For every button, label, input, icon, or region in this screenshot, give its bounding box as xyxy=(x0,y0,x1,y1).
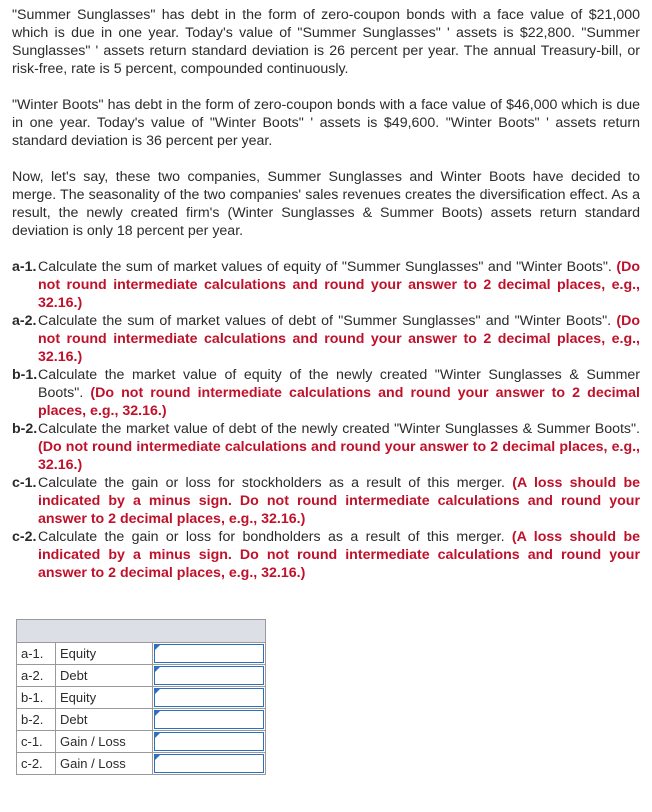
question-instruction: (A loss should be indicated by a minus sign. Do not round intermediate calculations and round your answer to 2 decimal places, e.g., 32.16.) xyxy=(38,529,640,581)
question-a2 xyxy=(12,312,640,366)
question-instruction: (Do not round intermediate calculations and round your answer to 2 decimal places, e.g., 32.16.) xyxy=(38,439,640,473)
table-row xyxy=(17,665,266,687)
header-cell xyxy=(17,620,266,643)
question-c2 xyxy=(12,528,640,582)
paragraph-winter-boots: "Winter Boots" has debt in the form of zero-coupon bonds with a face value of $46,000 which is due in one year. Today's value of "Winter Boots" ' assets is $49,600. "Winter Boots" ' assets return standard deviation is 36 percent per year. xyxy=(12,97,640,149)
row-label: a-1. xyxy=(17,643,56,665)
table-row xyxy=(17,753,266,775)
answer-table-container xyxy=(16,619,640,775)
question-text: Calculate the sum of market values of equity of "Summer Sunglasses" and "Winter Boots". xyxy=(38,259,617,275)
row-name: Gain / Loss xyxy=(56,753,153,775)
question-label: c-1. xyxy=(12,475,37,491)
answer-input-c1[interactable] xyxy=(154,732,264,751)
paragraph-summer-sunglasses: "Summer Sunglasses" has debt in the form of zero-coupon bonds with a face value of $21,000 which is due in one year. Today's value of "Summer Sunglasses" ' assets is $22,800. "Summer Sunglasses" ' assets return standard deviation is 26 percent per year. The annual Treasury-bill, or risk-free, rate is 5 percent, compounded continuously. xyxy=(12,7,640,77)
question-list xyxy=(12,258,640,582)
row-name: Debt xyxy=(56,709,153,731)
row-name: Equity xyxy=(56,643,153,665)
row-name: Gain / Loss xyxy=(56,731,153,753)
answer-input-b1[interactable] xyxy=(154,688,264,707)
question-label: b-2. xyxy=(12,421,38,437)
question-text: Calculate the gain or loss for bondholders as a result of this merger. xyxy=(38,529,512,545)
table-row xyxy=(17,643,266,665)
question-a1 xyxy=(12,258,640,312)
question-instruction: (A loss should be indicated by a minus sign. Do not round intermediate calculations and round your answer to 2 decimal places, e.g., 32.16.) xyxy=(38,475,641,527)
question-label: b-1. xyxy=(12,367,38,383)
table-row xyxy=(17,709,266,731)
row-label: b-1. xyxy=(17,687,56,709)
row-label: c-1. xyxy=(17,731,56,753)
row-name: Debt xyxy=(56,665,153,687)
row-label: b-2. xyxy=(17,709,56,731)
row-name: Equity xyxy=(56,687,153,709)
question-text: Calculate the gain or loss for stockholders as a result of this merger. xyxy=(38,475,513,491)
paragraph-merger: Now, let's say, these two companies, Summer Sunglasses and Winter Boots have decided to merge. The seasonality of the two companies' sales revenues creates the diversification effect. As a result, the newly created firm's (Winter Sunglasses & Summer Boots) assets return standard deviation is only 18 percent per year. xyxy=(12,169,640,239)
answer-input-c2[interactable] xyxy=(154,754,264,773)
question-c1 xyxy=(12,474,640,528)
row-label: a-2. xyxy=(17,665,56,687)
row-label: c-2. xyxy=(17,753,56,775)
question-label: a-2. xyxy=(12,313,37,329)
answer-input-a2[interactable] xyxy=(154,666,264,685)
question-text: Calculate the market value of debt of the newly created "Winter Sunglasses & Summer Boots". xyxy=(38,421,640,437)
question-b2 xyxy=(12,420,640,474)
answer-input-b2[interactable] xyxy=(154,710,264,729)
answer-table xyxy=(16,619,266,775)
question-instruction: (Do not round intermediate calculations and round your answer to 2 decimal places, e.g., 32.16.) xyxy=(38,259,640,311)
question-b1 xyxy=(12,366,640,420)
question-text: Calculate the sum of market values of debt of "Summer Sunglasses" and "Winter Boots". xyxy=(38,313,617,329)
table-row xyxy=(17,687,266,709)
question-text: Calculate the market value of equity of the newly created "Winter Sunglasses & Summer Boots". xyxy=(38,367,640,401)
answer-input-a1[interactable] xyxy=(154,644,264,663)
table-row xyxy=(17,731,266,753)
question-instruction: (Do not round intermediate calculations and round your answer to 2 decimal places, e.g., 32.16.) xyxy=(38,385,640,419)
question-label: a-1. xyxy=(12,259,37,275)
answer-table-header xyxy=(17,620,266,643)
question-label: c-2. xyxy=(12,529,37,545)
question-instruction: (Do not round intermediate calculations and round your answer to 2 decimal places, e.g., 32.16.) xyxy=(38,313,640,365)
